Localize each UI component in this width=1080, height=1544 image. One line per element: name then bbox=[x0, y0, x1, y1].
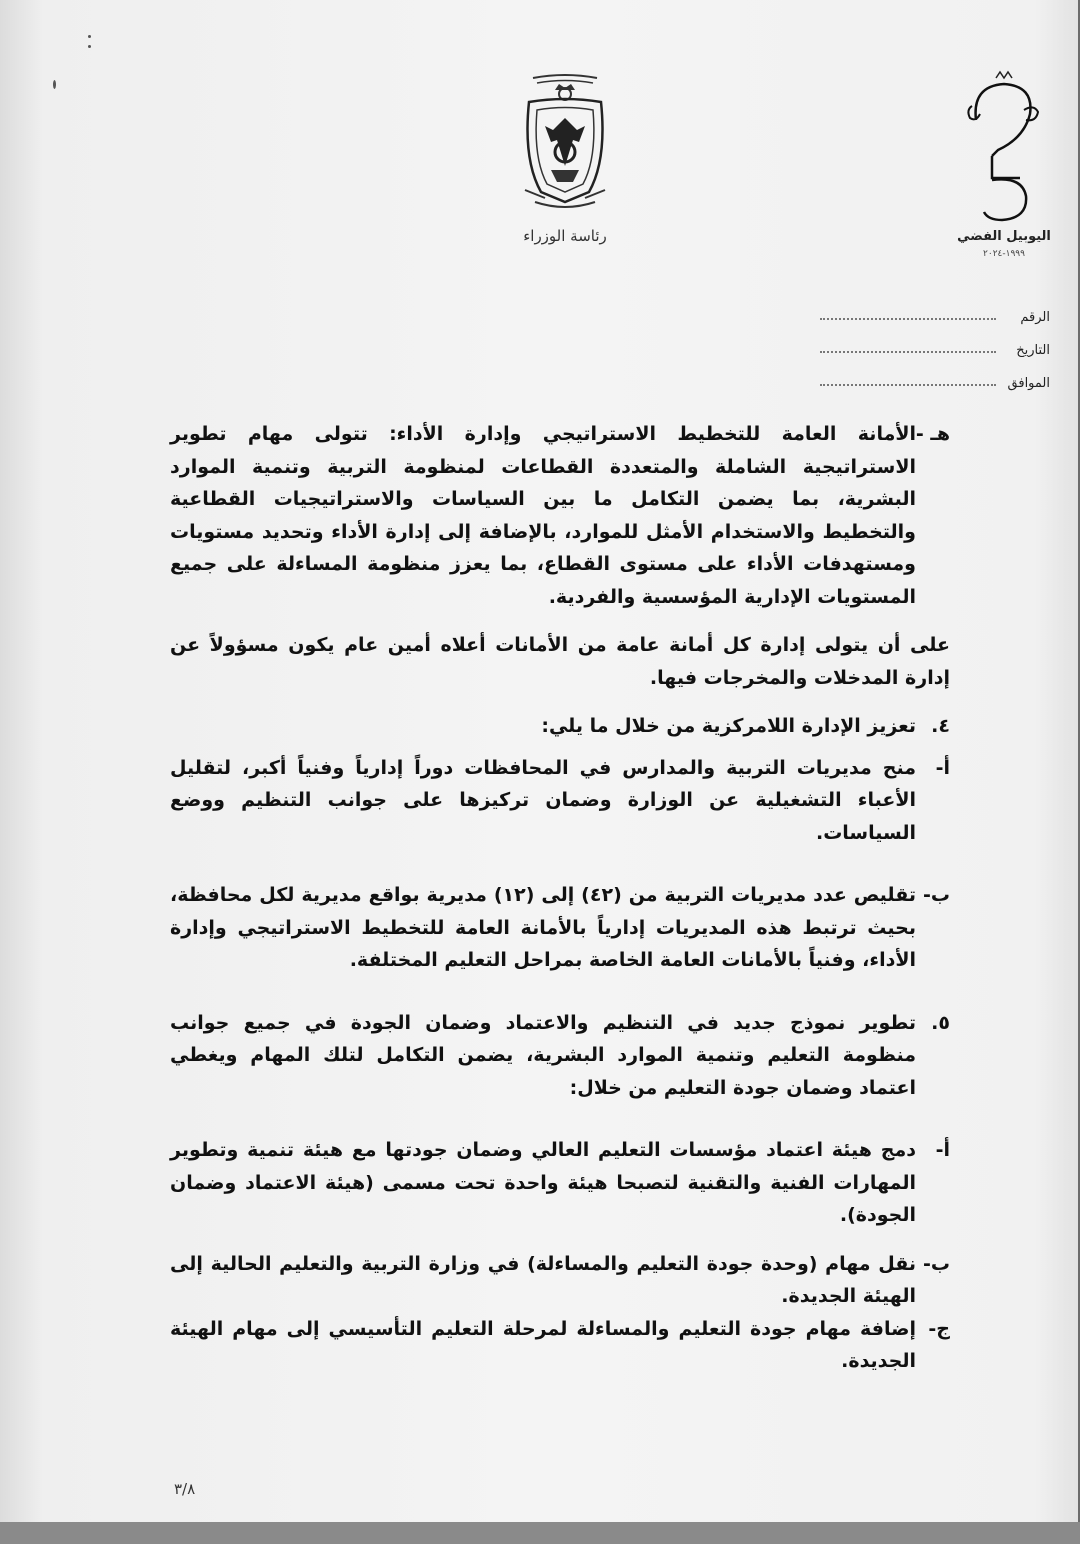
scan-speck bbox=[88, 35, 91, 38]
list-item-text: منح مديريات التربية والمدارس في المحافظات دوراً إدارياً وفنياً أكبر، لتقليل الأعباء التشغيلية عن الوزارة وضمان تركيزها على جوانب التنظيم ووضع السياسات. bbox=[170, 756, 916, 844]
section-text: تعزيز الإدارة اللامركزية من خلال ما يلي: bbox=[541, 715, 916, 737]
date-field bbox=[820, 325, 1050, 358]
emblem-caption: رئاسة الوزراء bbox=[523, 227, 607, 245]
list-item-text: الأمانة العامة للتخطيط الاستراتيجي وإدارة الأداء: تتولى مهام تطوير الاستراتيجية الشاملة والمتعددة القطاعات لمنظومة التربية وتنمية الموارد البشرية، بما يضمن التكامل ما بين السياسات والاستراتيجيات القطاعية والتخطيط والاستخدام الأمثل للموارد، بالإضافة إلى إدارة الأداء وتحديد مستويات ومستهدفات الأداء على مستوى القطاع، بما يعزز منظومة المساءلة على جميع المستويات الإدارية المؤسسية والفردية. bbox=[170, 423, 916, 608]
list-item-text: دمج هيئة اعتماد مؤسسات التعليم العالي وضمان جودتها مع هيئة تنمية وتطوير المهارات الفنية والتقنية لتصبحا هيئة واحدة تحت مسمى (هيئة الاعتماد وضمان الجودة). bbox=[170, 1139, 916, 1226]
note-paragraph: على أن يتولى إدارة كل أمانة عامة من الأمانات أعلاه أمين عام يكون مسؤولاً عن إدارة المدخلات والمخرجات فيها. bbox=[170, 634, 950, 689]
jordan-coat-of-arms-icon bbox=[515, 70, 615, 250]
reference-number-dots bbox=[820, 318, 996, 320]
list-item-text: نقل مهام (وحدة جودة التعليم والمساءلة) في وزارة التربية والتعليم الحالية إلى الهيئة الجديدة. bbox=[170, 1252, 916, 1307]
page-number: ٣/٨ bbox=[174, 1480, 196, 1498]
list-marker: ب- bbox=[923, 884, 950, 906]
list-marker: أ- bbox=[935, 756, 950, 779]
list-marker: أ- bbox=[935, 1139, 950, 1161]
list-marker: ج- bbox=[928, 1317, 950, 1340]
section-text: تطوير نموذج جديد في التنظيم والاعتماد وضمان الجودة في جميع جوانب منظومة التعليم وتنمية الموارد البشرية، يضمن التكامل لتلك المهام ويغطي اعتماد وضمان جودة التعليم من خلال: bbox=[170, 1011, 916, 1099]
list-item-5b bbox=[170, 1248, 950, 1313]
list-marker: هـ - bbox=[915, 423, 950, 445]
scan-speck bbox=[88, 45, 91, 48]
list-marker: ب- bbox=[923, 1252, 950, 1275]
list-item-5a bbox=[170, 1134, 950, 1232]
section-number: ٥. bbox=[931, 1011, 950, 1034]
jubilee-caption: اليوبيل الفضي bbox=[957, 229, 1051, 244]
date-label: التاريخ bbox=[1016, 343, 1050, 358]
date-dots bbox=[820, 351, 996, 353]
section-4-heading bbox=[170, 710, 950, 743]
scan-speck bbox=[53, 80, 56, 89]
hijri-date-field bbox=[820, 358, 1050, 391]
hijri-date-dots bbox=[820, 384, 996, 386]
document-body bbox=[170, 418, 950, 1378]
section-5-heading bbox=[170, 1007, 950, 1105]
list-item-text: إضافة مهام جودة التعليم والمساءلة لمرحلة التعليم التأسيسي إلى مهام الهيئة الجديدة. bbox=[170, 1317, 916, 1372]
scan-background bbox=[0, 1522, 1080, 1544]
list-item-h bbox=[170, 418, 950, 613]
silver-jubilee-25-logo-icon bbox=[957, 72, 1051, 262]
hijri-date-label: الموافق bbox=[1007, 376, 1050, 391]
list-item-text: تقليص عدد مديريات التربية من (٤٢) إلى (١٢) مديرية بواقع مديرية لكل محافظة، بحيث ترتبط هذه المديريات إدارياً بالأمانة العامة للتخطيط الاستراتيجي وإدارة الأداء، وفنياً بالأمانات العامة الخاصة بمراحل التعليم المختلفة. bbox=[170, 884, 916, 971]
reference-fields bbox=[820, 292, 1050, 391]
section-number: ٤. bbox=[931, 715, 950, 737]
reference-number-field bbox=[820, 292, 1050, 325]
list-item-4a bbox=[170, 752, 950, 850]
list-item-5c bbox=[170, 1313, 950, 1378]
jubilee-years: ١٩٩٩-٢٠٢٤ bbox=[983, 249, 1025, 259]
list-item-4b bbox=[170, 879, 950, 977]
reference-number-label: الرقم bbox=[1020, 310, 1050, 325]
